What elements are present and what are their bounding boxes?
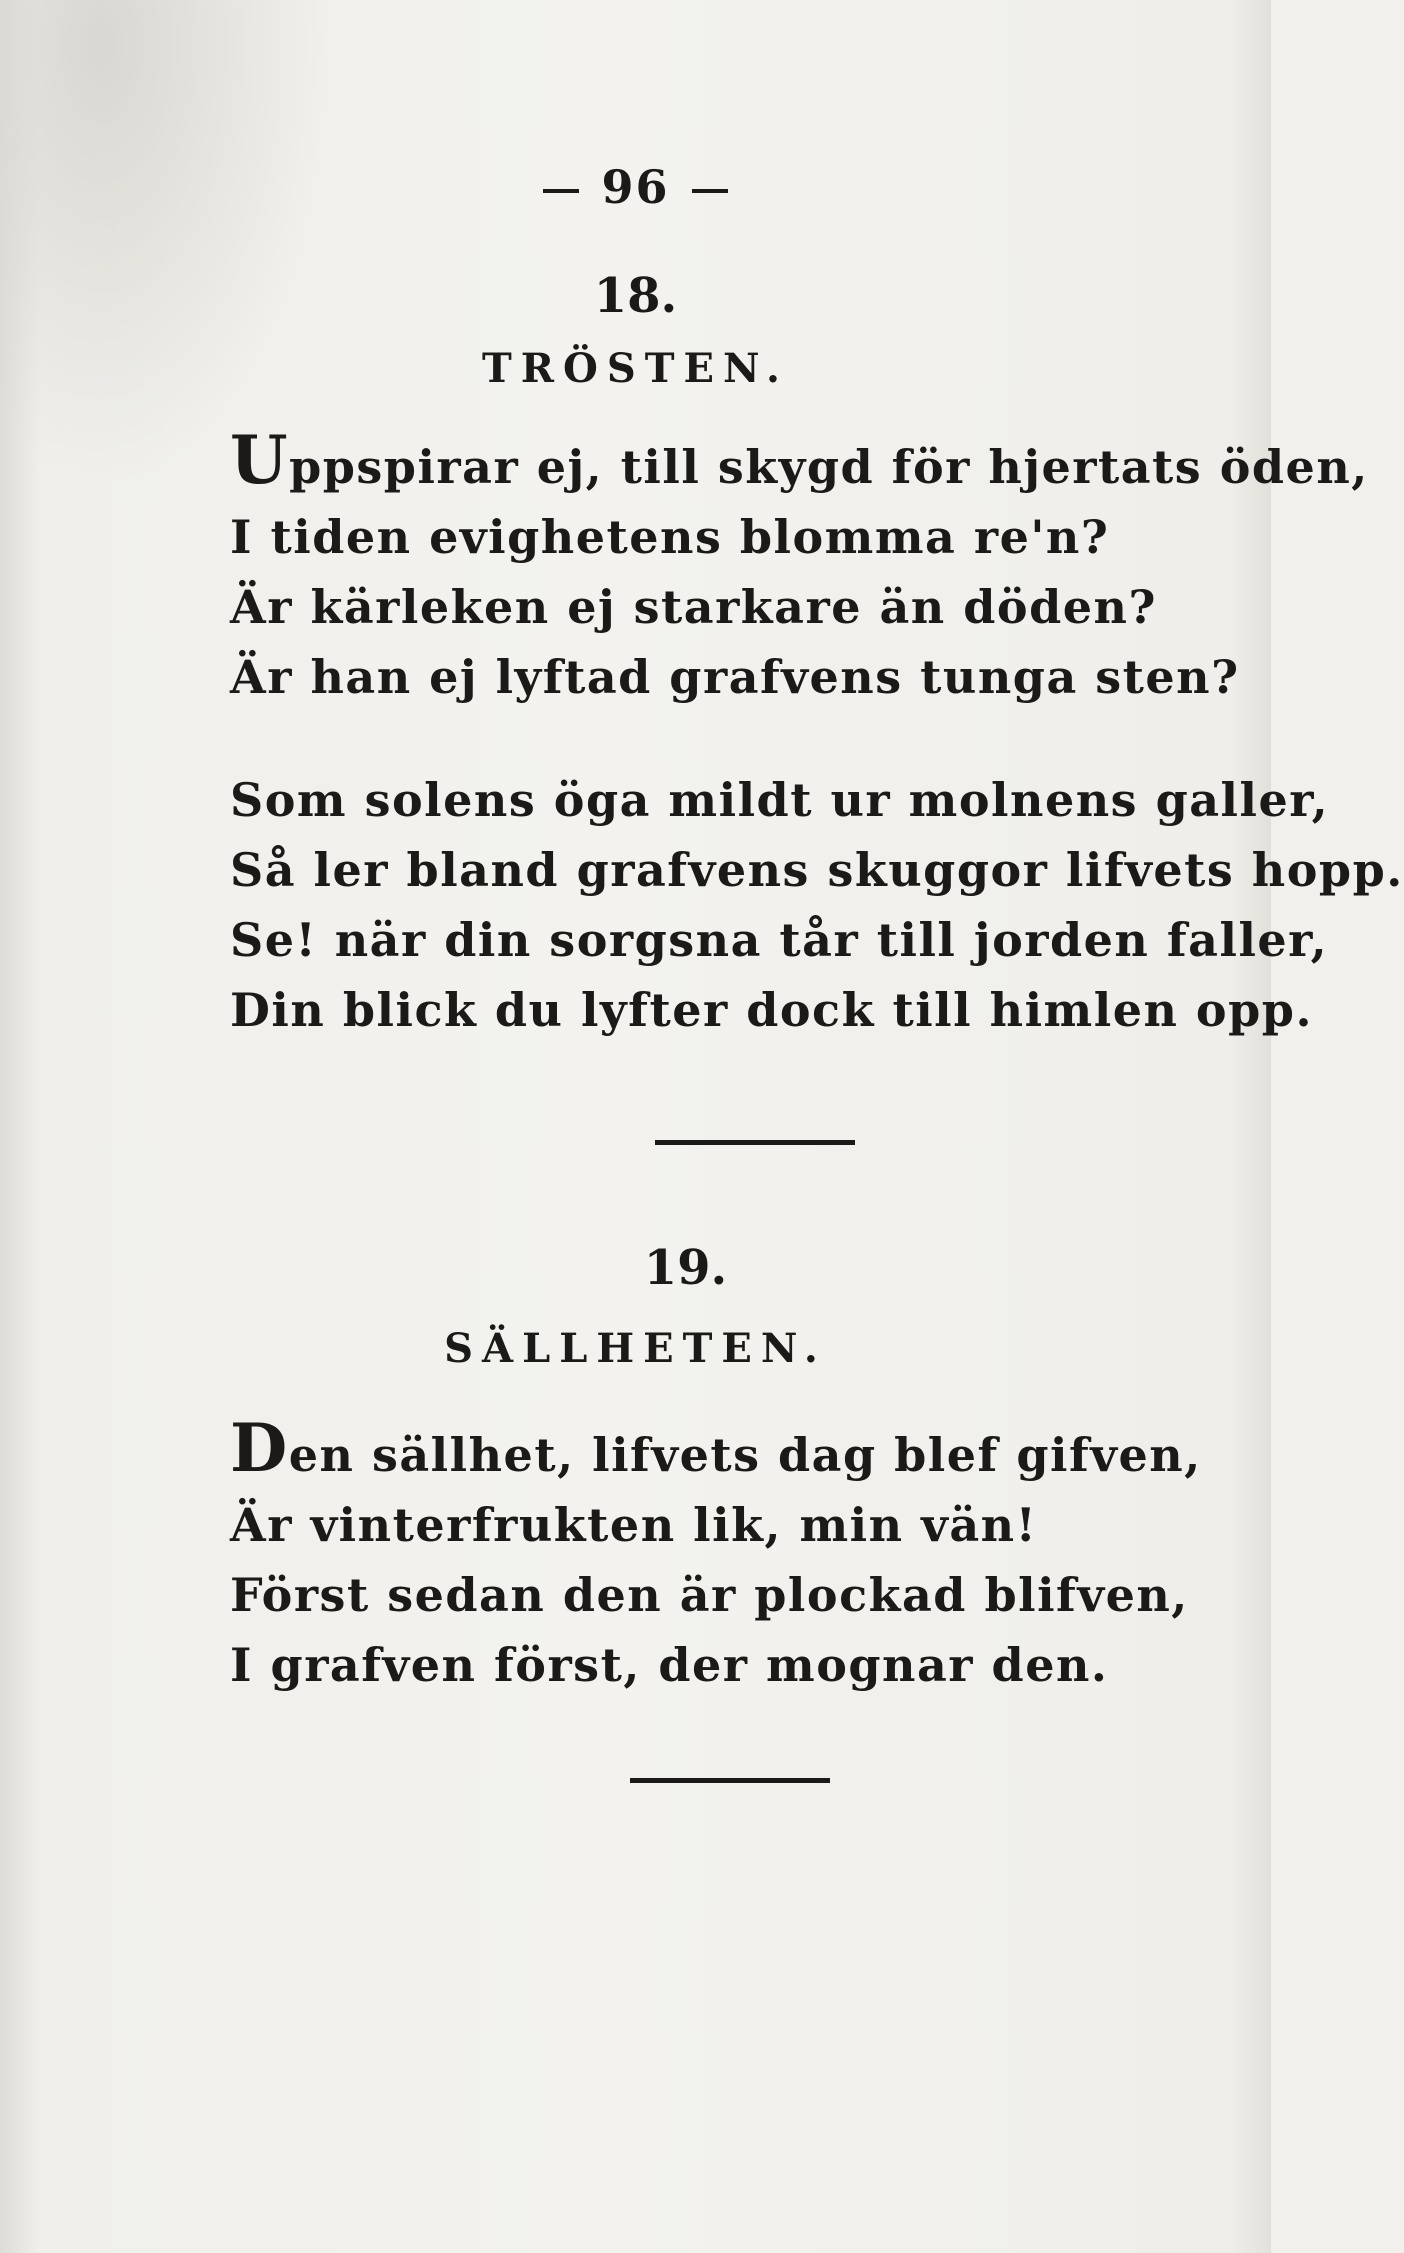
poem-line: Är kärleken ej starkare än döden?: [230, 580, 1157, 634]
drop-cap: D: [230, 1409, 289, 1487]
drop-cap: U: [230, 421, 290, 499]
poem-line: Är han ej lyftad grafvens tunga sten?: [230, 650, 1240, 704]
section-divider: [655, 1140, 855, 1145]
dash-left: [543, 189, 579, 193]
poem-line: Först sedan den är plockad blifven,: [230, 1568, 1189, 1622]
poem-title: SÄLLHETEN.: [444, 1325, 827, 1372]
poem-line: [230, 1409, 1230, 1490]
stanza: [230, 421, 1369, 712]
poem-line: I tiden evighetens blomma re'n?: [230, 510, 1110, 564]
stanza: [230, 1409, 1230, 1700]
line-text: en sällhet, lifvets dag blef gifven,: [288, 1428, 1202, 1482]
poem-line: [230, 421, 1369, 502]
poem-line: Din blick du lyfter dock till himlen opp.: [230, 983, 1313, 1037]
poem-line: Se! när din sorgsna tår till jorden faller,: [230, 913, 1329, 967]
poem-line: Är vinterfrukten lik, min vän!: [230, 1498, 1038, 1552]
poem-number: 19.: [643, 1240, 728, 1296]
page-number: [0, 160, 1271, 214]
stanza: [230, 765, 1404, 1045]
line-text: ppspirar ej, till skygd för hjertats öden,: [289, 440, 1369, 494]
poem-line: Som solens öga mildt ur molnens galler,: [230, 773, 1330, 827]
page-number-text: 96: [601, 160, 670, 214]
poem-title: TRÖSTEN.: [482, 345, 789, 392]
poem-line: I grafven först, der mognar den.: [230, 1638, 1109, 1692]
end-divider: [630, 1778, 830, 1783]
dash-right: [692, 189, 728, 193]
poem-line: Så ler bland grafvens skuggor lifvets hopp.: [230, 843, 1404, 897]
poem-number: 18.: [593, 268, 678, 324]
